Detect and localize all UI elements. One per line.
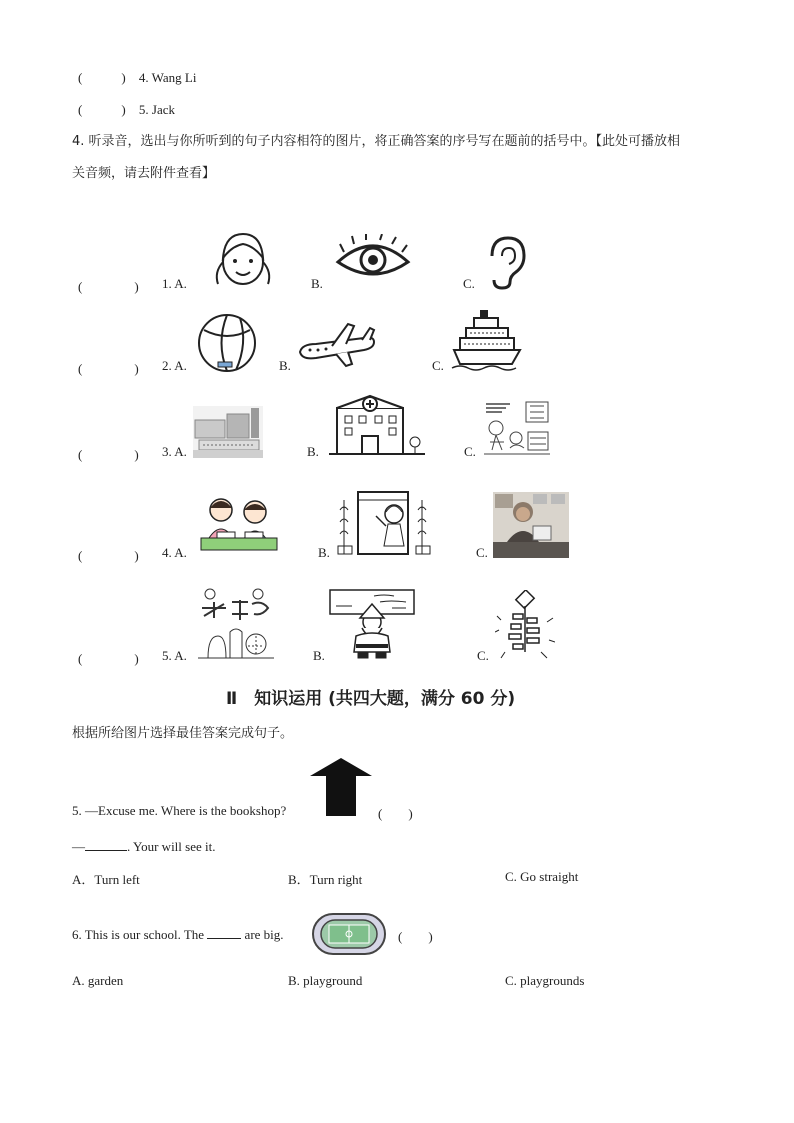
ear-icon	[482, 236, 528, 290]
section-instruction: 根据所给图片选择最佳答案完成句子。	[72, 726, 294, 741]
q5-paren[interactable]: ( )	[378, 806, 413, 821]
row4-b: B.	[318, 545, 330, 560]
q6-blank[interactable]	[207, 926, 241, 939]
row4-c: C.	[476, 545, 488, 560]
q6-option-a[interactable]: A. garden	[72, 973, 124, 988]
q5-blank[interactable]	[85, 838, 127, 851]
row5-b: B.	[313, 648, 325, 663]
children-reading-icon	[197, 494, 281, 558]
eye-icon	[334, 234, 412, 286]
hospital-icon	[325, 392, 429, 456]
q6-stem-prefix: 6. This is our school. The	[72, 927, 205, 942]
row2-b: B.	[279, 358, 291, 373]
q6-option-c[interactable]: C. playgrounds	[505, 973, 585, 988]
top-item-4	[78, 67, 197, 86]
q6-stem	[72, 926, 284, 943]
row3-paren[interactable]: ( )	[78, 447, 139, 462]
row3-c: C.	[464, 444, 476, 459]
row5-paren[interactable]: ( )	[78, 651, 139, 666]
top-item-5	[78, 99, 175, 118]
q5-reply-suffix: . Your will see it.	[127, 839, 216, 854]
childrens-day-sketch	[196, 586, 276, 660]
row5-c: C.	[477, 648, 489, 663]
answer-paren[interactable]: ( )	[78, 102, 126, 117]
playground-icon	[311, 912, 387, 956]
q6-option-b[interactable]: B. playground	[288, 973, 363, 988]
santa-icon	[328, 586, 416, 660]
row2-c: C.	[432, 358, 444, 373]
item-text: 4. Wang Li	[138, 70, 197, 85]
arrow-up-icon	[308, 756, 374, 818]
festival-sketch	[482, 398, 552, 458]
firecrackers-icon	[495, 590, 555, 660]
q5-option-b[interactable]: B．Turn right	[288, 872, 363, 887]
row1-paren[interactable]: ( )	[78, 279, 139, 294]
q5-option-a[interactable]: A．Turn left	[72, 872, 140, 887]
q6-stem-suffix: are big.	[244, 927, 284, 942]
item-text: 5. Jack	[138, 102, 176, 117]
girl-at-door-icon	[336, 490, 436, 558]
grandma-photo	[493, 492, 569, 558]
row1-num: 1. A.	[162, 276, 187, 291]
ship-icon	[450, 308, 524, 372]
row2-num: 2. A.	[162, 358, 187, 373]
q6-paren[interactable]: ( )	[398, 929, 433, 944]
row2-paren[interactable]: ( )	[78, 361, 139, 376]
q4-instruction-line2: 关音频，请去附件查看】	[72, 166, 216, 181]
ball-icon	[196, 312, 258, 374]
q5-stem: 5. —Excuse me. Where is the bookshop?	[72, 803, 287, 818]
row1-b: B.	[311, 276, 323, 291]
row1-c: C.	[463, 276, 475, 291]
girl-face-icon	[210, 228, 276, 292]
q5-option-c[interactable]: C. Go straight	[505, 869, 579, 884]
q5-reply-dash: —	[72, 839, 85, 854]
row5-num: 5. A.	[162, 648, 187, 663]
row3-b: B.	[307, 444, 319, 459]
row3-num: 3. A.	[162, 444, 187, 459]
answer-paren[interactable]: ( )	[78, 70, 126, 85]
row4-paren[interactable]: ( )	[78, 548, 139, 563]
q4-instruction-line1: 4. 听录音，选出与你所听到的句子内容相符的图片，将正确答案的序号写在题前的括号中。【此处可播放相	[72, 134, 681, 149]
row4-num: 4. A.	[162, 545, 187, 560]
q5-reply	[72, 838, 215, 855]
plane-icon	[296, 322, 378, 368]
section-title: Ⅱ 知识运用 (共四大题，满分 60 分)	[226, 689, 516, 709]
factory-photo	[193, 406, 263, 458]
